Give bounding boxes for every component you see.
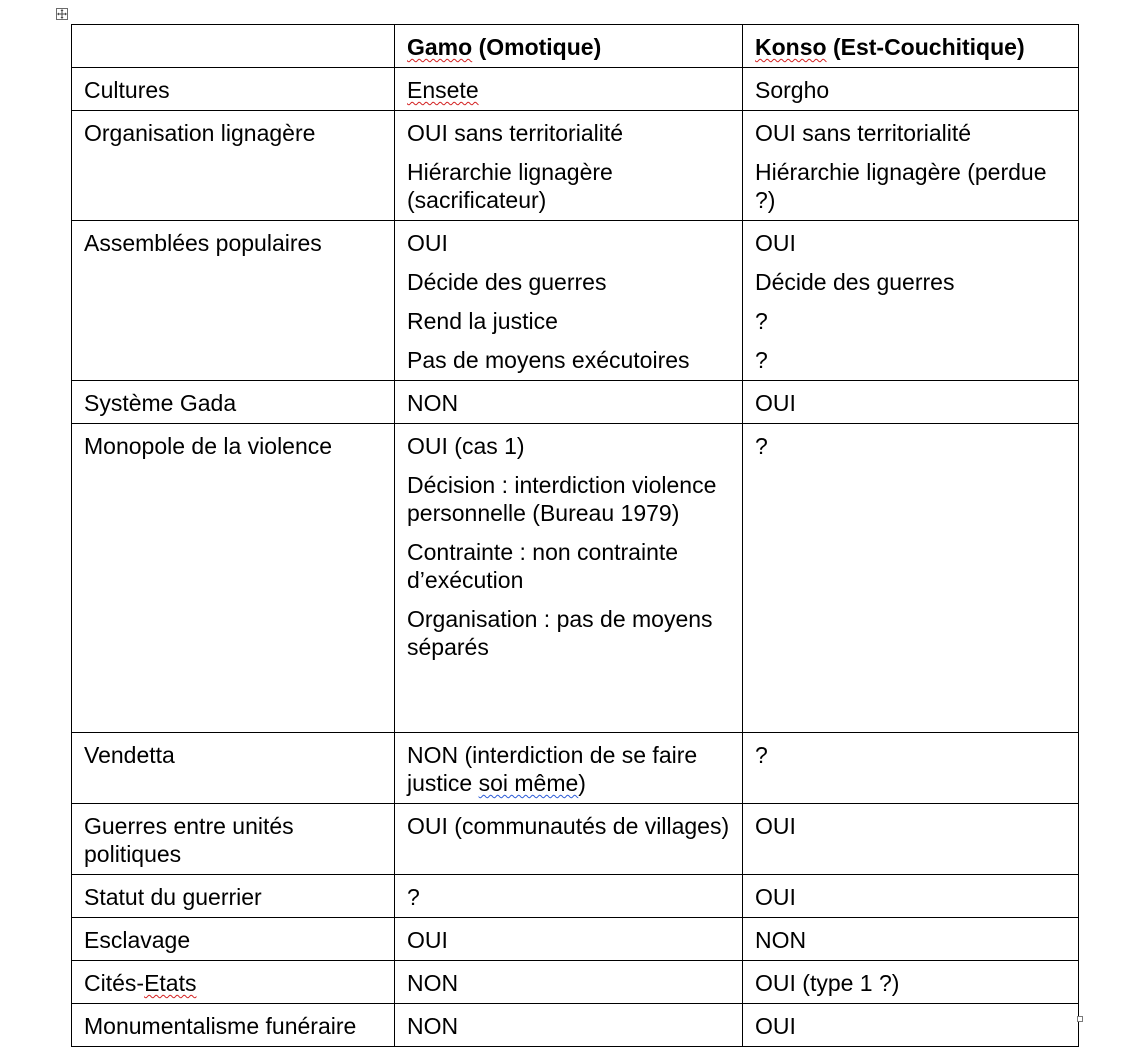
gamo-cell[interactable]: NON bbox=[395, 961, 743, 1004]
header-gamo-word: Gamo bbox=[407, 34, 473, 60]
gamo-cell[interactable]: NON bbox=[395, 1004, 743, 1047]
row-label-cell[interactable]: Cités-Etats bbox=[72, 961, 395, 1004]
comparison-table bbox=[71, 24, 1079, 1047]
gamo-cell[interactable]: OUI (communautés de villages) bbox=[395, 804, 743, 875]
row-label-cell[interactable]: Monopole de la violence bbox=[72, 424, 395, 733]
row-label-cell[interactable]: Organisation lignagère bbox=[72, 111, 395, 221]
table-row bbox=[72, 381, 1079, 424]
table-row bbox=[72, 68, 1079, 111]
header-cell-empty[interactable] bbox=[72, 25, 395, 68]
konso-cell[interactable]: OUI bbox=[743, 381, 1079, 424]
header-row bbox=[72, 25, 1079, 68]
row-label-cell[interactable]: Monumentalisme funéraire bbox=[72, 1004, 395, 1047]
row-label-cell[interactable]: Guerres entre unités politiques bbox=[72, 804, 395, 875]
gamo-cell[interactable]: OUI (cas 1) Décision : interdiction violence personnelle (Bureau 1979) Contrainte : non contrainte d’exécution Organisation : pas de moyens séparés bbox=[395, 424, 743, 733]
konso-cell[interactable]: ? bbox=[743, 424, 1079, 733]
gamo-cell[interactable]: ? bbox=[395, 875, 743, 918]
header-cell-konso[interactable] bbox=[743, 25, 1079, 68]
header-cell-gamo[interactable] bbox=[395, 25, 743, 68]
konso-cell[interactable]: OUI bbox=[743, 1004, 1079, 1047]
table-row bbox=[72, 733, 1079, 804]
table-row bbox=[72, 1004, 1079, 1047]
table-row bbox=[72, 424, 1079, 733]
konso-cell[interactable]: ? bbox=[743, 733, 1079, 804]
table-row bbox=[72, 111, 1079, 221]
table-row bbox=[72, 221, 1079, 381]
konso-cell[interactable]: OUI bbox=[743, 875, 1079, 918]
header-konso-rest: (Est-Couchitique) bbox=[826, 34, 1025, 60]
konso-cell[interactable]: NON bbox=[743, 918, 1079, 961]
konso-cell[interactable]: OUI (type 1 ?) bbox=[743, 961, 1079, 1004]
row-label-cell[interactable]: Statut du guerrier bbox=[72, 875, 395, 918]
konso-cell[interactable]: Sorgho bbox=[743, 68, 1079, 111]
gamo-cell[interactable]: OUI bbox=[395, 918, 743, 961]
table-resize-handle-icon[interactable] bbox=[1077, 1016, 1083, 1022]
konso-cell[interactable]: OUI bbox=[743, 804, 1079, 875]
table-row bbox=[72, 804, 1079, 875]
move-cross-icon bbox=[57, 9, 67, 19]
row-label-cell[interactable]: Système Gada bbox=[72, 381, 395, 424]
table-row bbox=[72, 918, 1079, 961]
gamo-cell[interactable]: NON (interdiction de se faire justice soi même) bbox=[395, 733, 743, 804]
gamo-cell[interactable]: OUI Décide des guerres Rend la justice Pas de moyens exécutoires bbox=[395, 221, 743, 381]
table-move-handle-icon[interactable] bbox=[56, 8, 68, 20]
row-label-cell[interactable]: Cultures bbox=[72, 68, 395, 111]
gamo-cell[interactable]: OUI sans territorialité Hiérarchie lignagère (sacrificateur) bbox=[395, 111, 743, 221]
table-row bbox=[72, 875, 1079, 918]
row-label-cell[interactable]: Esclavage bbox=[72, 918, 395, 961]
row-label-cell[interactable]: Vendetta bbox=[72, 733, 395, 804]
row-label-cell[interactable]: Assemblées populaires bbox=[72, 221, 395, 381]
header-konso-word: Konso bbox=[755, 34, 827, 60]
gamo-cell[interactable]: Ensete bbox=[395, 68, 743, 111]
table-row bbox=[72, 961, 1079, 1004]
gamo-cell[interactable]: NON bbox=[395, 381, 743, 424]
konso-cell[interactable]: OUI sans territorialité Hiérarchie lignagère (perdue ?) bbox=[743, 111, 1079, 221]
konso-cell[interactable]: OUI Décide des guerres ? ? bbox=[743, 221, 1079, 381]
header-gamo-rest: (Omotique) bbox=[472, 34, 602, 60]
